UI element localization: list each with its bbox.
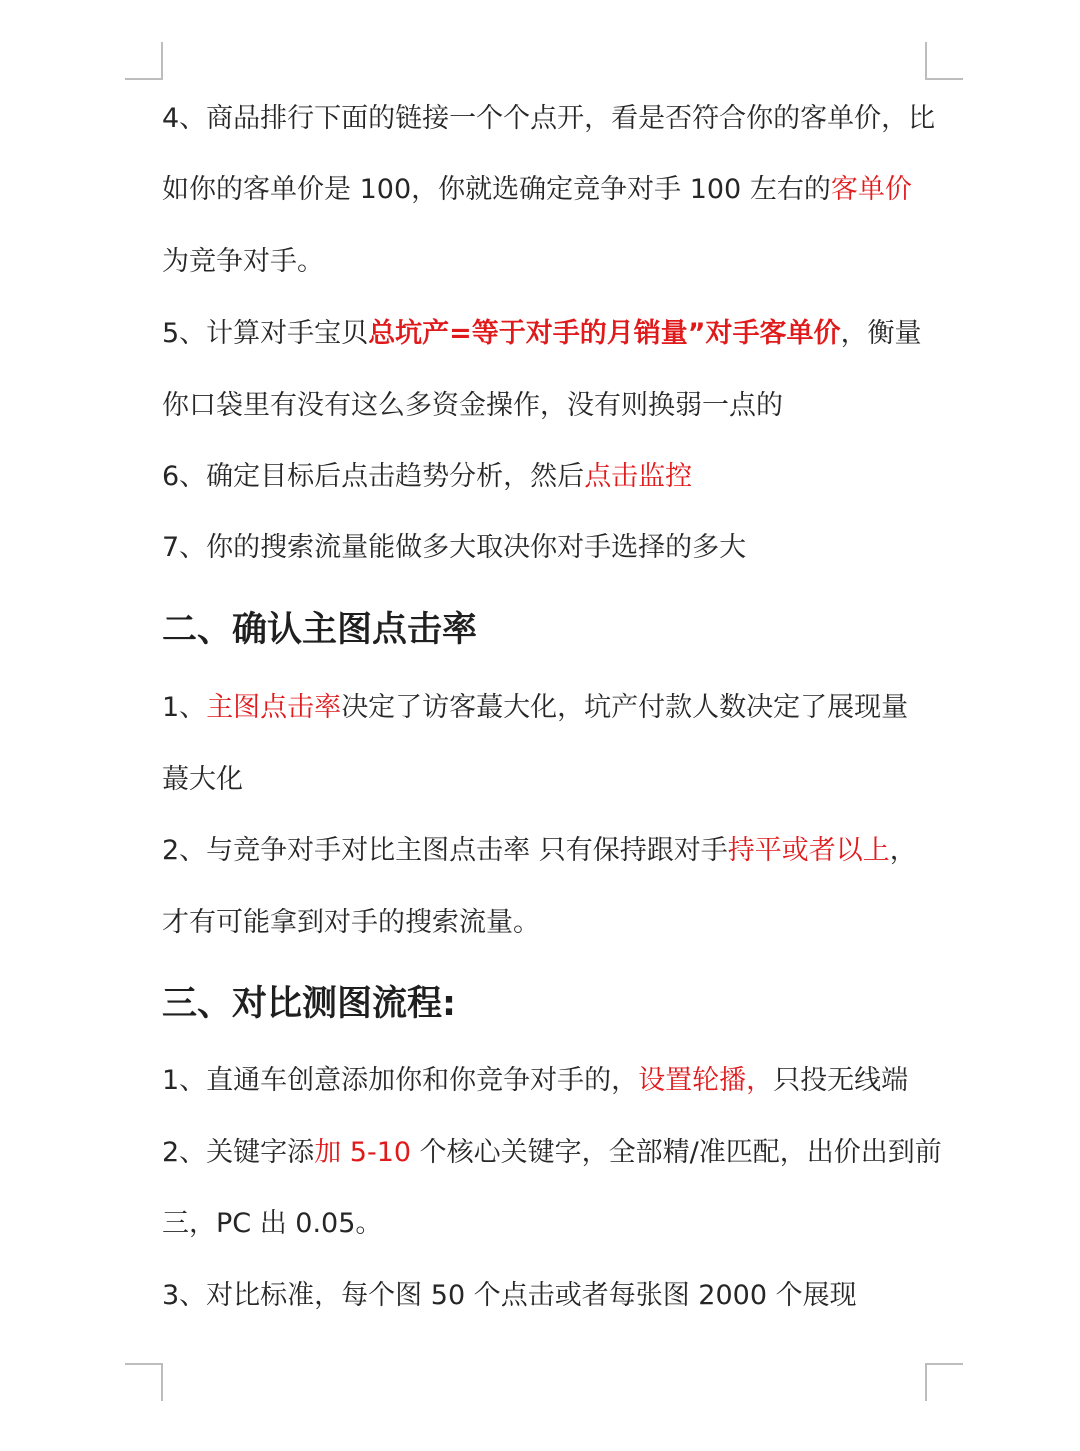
section-3-item-1-highlight: 设置轮播， xyxy=(638,1065,774,1096)
corner-mark-bottom-left xyxy=(125,1363,163,1401)
item-5-highlight: 总坑产=等于对手的月销量”对手客单价 xyxy=(368,318,841,349)
item-4-text: 4、商品排行下面的链接一个个点开，看是否符合你的客单价，比 xyxy=(162,103,936,134)
item-5-text: 你口袋里有没有这么多资金操作，没有则换弱一点的 xyxy=(162,390,783,421)
section-2-item-1-line-1 xyxy=(162,690,952,726)
section-2-item-1-text: 蕞大化 xyxy=(162,764,243,795)
item-5-text: ，衡量 xyxy=(840,318,922,349)
section-2-item-2-text: 2、与竞争对手对比主图点击率 只有保持跟对手 xyxy=(162,835,728,866)
section-3-item-1-text: 只投无线端 xyxy=(773,1065,909,1096)
item-4-line-1 xyxy=(162,101,952,137)
section-3-item-2-line-2 xyxy=(162,1206,952,1242)
item-4-line-3 xyxy=(162,244,952,280)
item-6-line-1 xyxy=(162,459,952,495)
item-4-line-2 xyxy=(162,172,952,208)
item-5-text: 5、计算对手宝贝 xyxy=(162,318,369,349)
item-6-text: 6、确定目标后点击趋势分析，然后 xyxy=(162,461,585,492)
section-3-item-3-text: 3、对比标准，每个图 50 个点击或者每张图 2000 个展现 xyxy=(162,1280,857,1311)
item-5-line-1 xyxy=(162,316,952,352)
section-2-item-1-line-2 xyxy=(162,762,952,798)
item-4-highlight: 客单价 xyxy=(830,174,912,205)
section-3-item-3-line-1 xyxy=(162,1278,952,1314)
section-3-item-2-text: 个核心关键字，全部精/准匹配，出价出到前 xyxy=(411,1137,942,1168)
corner-mark-top-left xyxy=(125,42,163,80)
section-3-item-2-line-1 xyxy=(162,1135,952,1171)
section-3-heading xyxy=(162,982,952,1026)
section-3-title: 三、对比测图流程: xyxy=(162,984,456,1024)
section-2-item-2-line-2 xyxy=(162,905,952,941)
section-2-item-1-text: 1、 xyxy=(162,692,207,723)
section-3-item-1-line-1 xyxy=(162,1063,952,1099)
section-2-item-2-text: ， xyxy=(889,835,917,866)
section-2-item-2-highlight: 持平或者以上 xyxy=(727,835,890,866)
section-3-item-2-text: 三，PC 出 0.05。 xyxy=(162,1208,383,1239)
section-2-item-2-text: 才有可能拿到对手的搜索流量。 xyxy=(162,907,540,938)
section-2-heading xyxy=(162,608,952,652)
item-4-text: 为竞争对手。 xyxy=(162,246,324,277)
item-4-text: 如你的客单价是 100，你就选确定竞争对手 100 左右的 xyxy=(162,174,831,205)
item-6-highlight: 点击监控 xyxy=(584,461,693,492)
section-2-item-1-text: 决定了访客蕞大化，坑产付款人数决定了展现量 xyxy=(341,692,909,723)
section-2-item-2-line-1 xyxy=(162,833,952,869)
section-2-title: 二、确认主图点击率 xyxy=(162,610,478,650)
item-5-line-2 xyxy=(162,388,952,424)
section-3-item-1-text: 1、直通车创意添加你和你竞争对手的， xyxy=(162,1065,639,1096)
item-7-text: 7、你的搜索流量能做多大取决你对手选择的多大 xyxy=(162,532,747,563)
item-7-line-1 xyxy=(162,530,952,566)
section-3-item-2-highlight: 加 5-10 xyxy=(314,1137,412,1168)
corner-mark-top-right xyxy=(925,42,963,80)
section-2-item-1-highlight: 主图点击率 xyxy=(206,692,342,723)
corner-mark-bottom-right xyxy=(925,1363,963,1401)
section-3-item-2-text: 2、关键字添 xyxy=(162,1137,315,1168)
